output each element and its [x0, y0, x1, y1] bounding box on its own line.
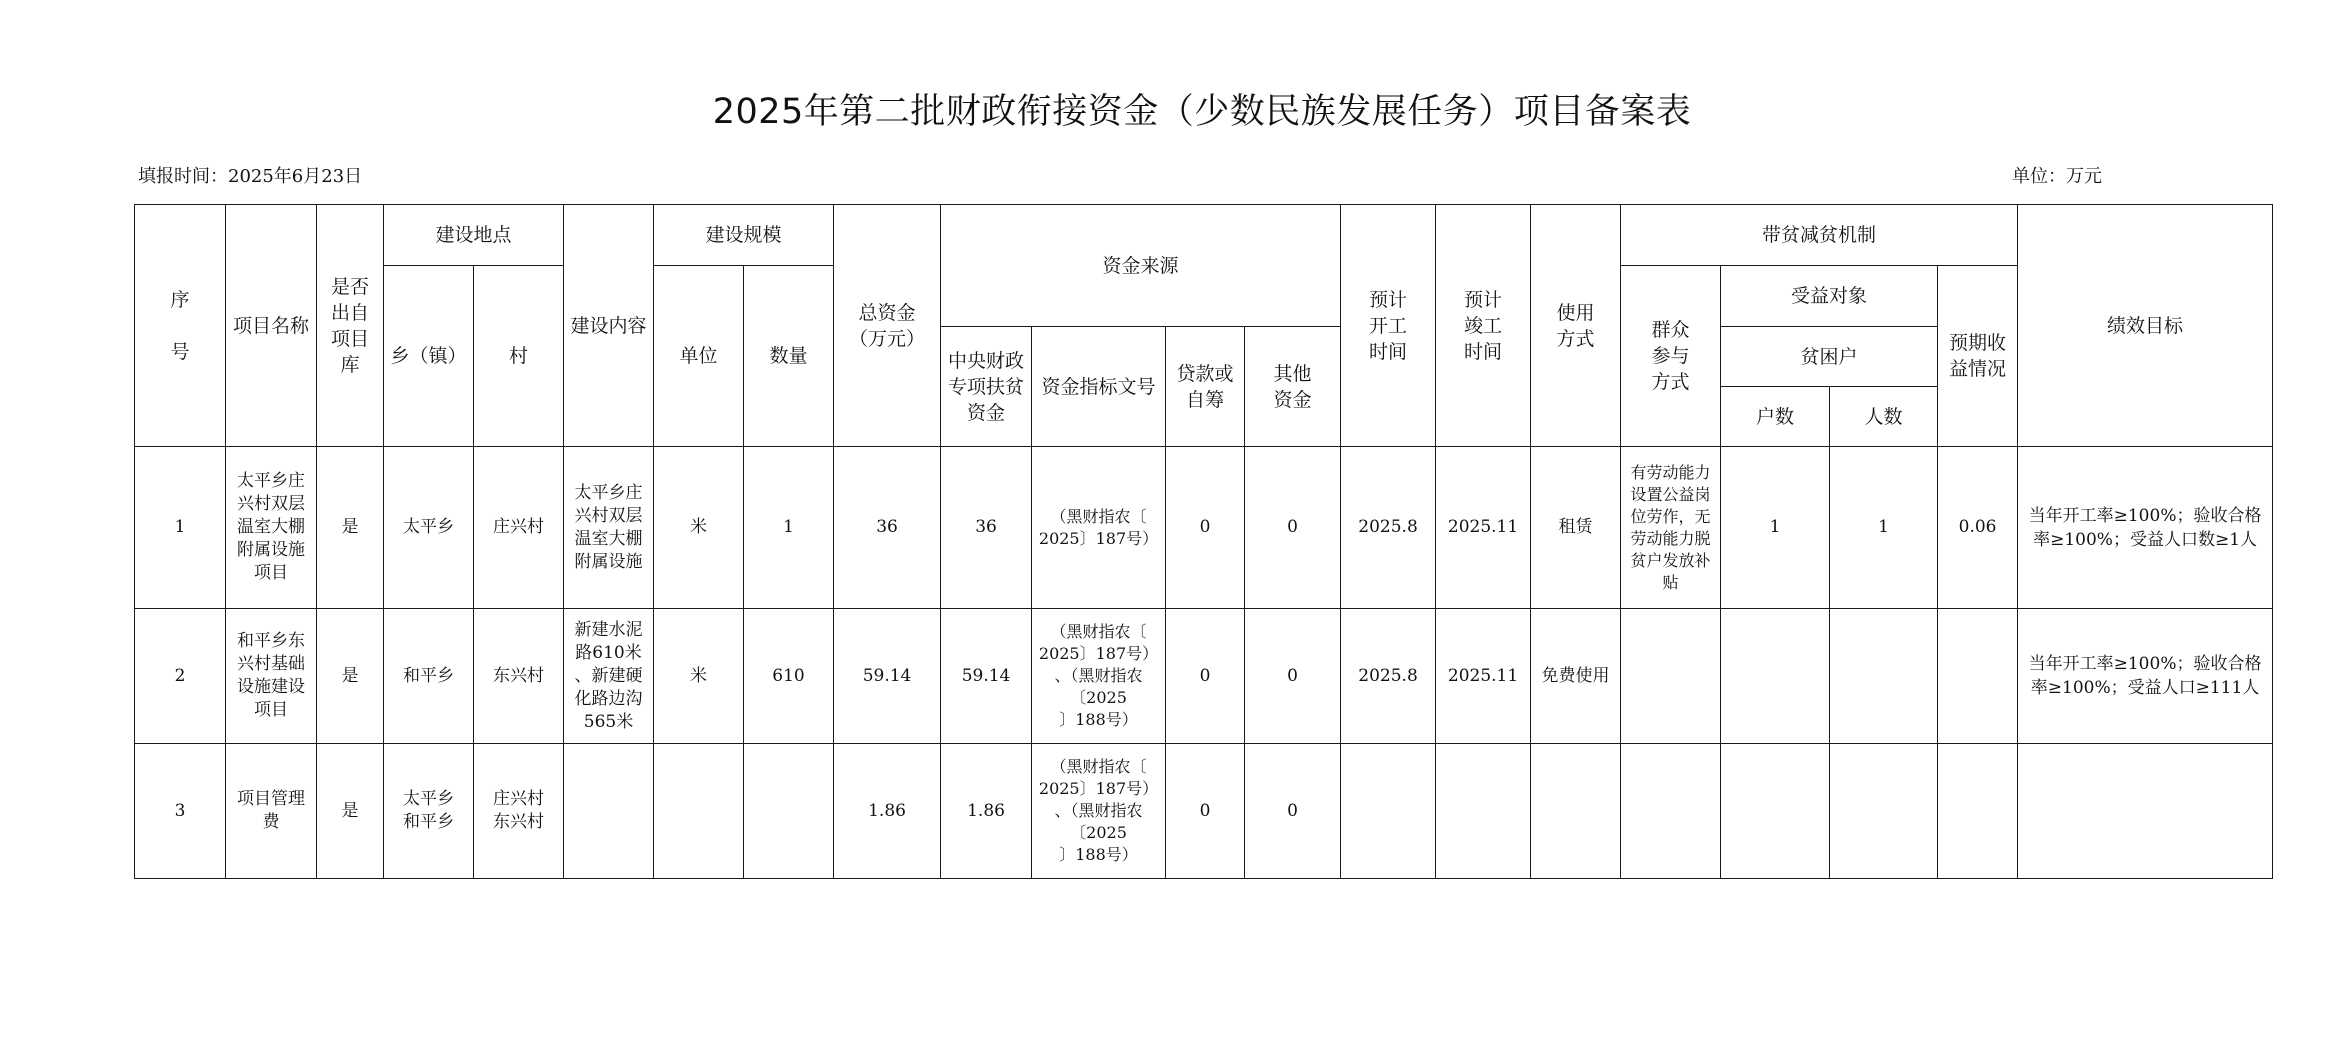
- header-name: 项目名称: [226, 205, 317, 447]
- cell-income: 0.06: [1938, 447, 2018, 609]
- cell-use-mode: [1531, 744, 1621, 879]
- cell-start: [1341, 744, 1436, 879]
- cell-goal: [2018, 744, 2273, 879]
- header-participation: 群众 参与 方式: [1621, 266, 1721, 447]
- header-scale: 建设规模: [654, 205, 834, 266]
- cell-participation: 有劳动能力 设置公益岗 位劳作，无 劳动能力脱 贫户发放补 贴: [1621, 447, 1721, 609]
- header-households: 户数: [1721, 387, 1830, 447]
- cell-village: 庄兴村: [474, 447, 564, 609]
- cell-people: [1830, 609, 1938, 744]
- page-title: 2025年第二批财政衔接资金（少数民族发展任务）项目备案表: [712, 92, 1692, 132]
- table-row: [135, 447, 2273, 609]
- cell-end: 2025.11: [1436, 447, 1531, 609]
- cell-seq: 3: [135, 744, 226, 879]
- cell-township: 太平乡 和平乡: [384, 744, 474, 879]
- cell-total: 1.86: [834, 744, 941, 879]
- header-from-lib: 是否 出自 项目 库: [317, 205, 384, 447]
- header-total: 总资金 （万元）: [834, 205, 941, 447]
- cell-goal: 当年开工率≥100%；验收合格 率≥100%；受益人口≥111人: [2018, 609, 2273, 744]
- cell-scale-qty: 610: [744, 609, 834, 744]
- header-mechanism: 带贫减贫机制: [1621, 205, 2018, 266]
- cell-end: 2025.11: [1436, 609, 1531, 744]
- cell-from-lib: 是: [317, 744, 384, 879]
- cell-goal: 当年开工率≥100%；验收合格 率≥100%；受益人口数≥1人: [2018, 447, 2273, 609]
- cell-from-lib: 是: [317, 447, 384, 609]
- cell-name: 太平乡庄 兴村双层 温室大棚 附属设施 项目: [226, 447, 317, 609]
- header-content: 建设内容: [564, 205, 654, 447]
- cell-content: 新建水泥 路610米 、新建硬 化路边沟 565米: [564, 609, 654, 744]
- header-township: 乡（镇）: [384, 266, 474, 447]
- cell-participation: [1621, 744, 1721, 879]
- cell-from-lib: 是: [317, 609, 384, 744]
- header-poor: 贫困户: [1721, 327, 1938, 387]
- header-end: 预计 竣工 时间: [1436, 205, 1531, 447]
- cell-income: [1938, 744, 2018, 879]
- header-people: 人数: [1830, 387, 1938, 447]
- cell-township: 太平乡: [384, 447, 474, 609]
- cell-central: 36: [941, 447, 1032, 609]
- cell-village: 东兴村: [474, 609, 564, 744]
- cell-village: 庄兴村 东兴村: [474, 744, 564, 879]
- cell-people: 1: [1830, 447, 1938, 609]
- header-scale-qty: 数量: [744, 266, 834, 447]
- cell-households: 1: [1721, 447, 1830, 609]
- cell-participation: [1621, 609, 1721, 744]
- cell-use-mode: 免费使用: [1531, 609, 1621, 744]
- cell-central: 59.14: [941, 609, 1032, 744]
- cell-use-mode: 租赁: [1531, 447, 1621, 609]
- cell-other: 0: [1245, 447, 1341, 609]
- cell-other: 0: [1245, 609, 1341, 744]
- cell-loan: 0: [1166, 609, 1245, 744]
- cell-loan: 0: [1166, 447, 1245, 609]
- cell-content: 太平乡庄 兴村双层 温室大棚 附属设施: [564, 447, 654, 609]
- header-source: 资金来源: [941, 205, 1341, 327]
- cell-seq: 1: [135, 447, 226, 609]
- cell-households: [1721, 609, 1830, 744]
- project-table: [134, 204, 2273, 879]
- header-other: 其他 资金: [1245, 327, 1341, 447]
- cell-doc-no: （黑财指农〔 2025〕187号） 、（黑财指农 〔2025 〕188号）: [1032, 744, 1166, 879]
- cell-doc-no: （黑财指农〔 2025〕187号）: [1032, 447, 1166, 609]
- cell-central: 1.86: [941, 744, 1032, 879]
- cell-total: 59.14: [834, 609, 941, 744]
- header-use-mode: 使用 方式: [1531, 205, 1621, 447]
- header-loan: 贷款或 自筹: [1166, 327, 1245, 447]
- cell-loan: 0: [1166, 744, 1245, 879]
- header-village: 村: [474, 266, 564, 447]
- unit-label: 单位：万元: [2012, 166, 2102, 187]
- cell-name: 和平乡东 兴村基础 设施建设 项目: [226, 609, 317, 744]
- table-row: [135, 744, 2273, 879]
- cell-content: [564, 744, 654, 879]
- cell-name: 项目管理 费: [226, 744, 317, 879]
- cell-income: [1938, 609, 2018, 744]
- header-doc-no: 资金指标文号: [1032, 327, 1166, 447]
- cell-end: [1436, 744, 1531, 879]
- cell-total: 36: [834, 447, 941, 609]
- header-central: 中央财政 专项扶贫 资金: [941, 327, 1032, 447]
- cell-scale-qty: 1: [744, 447, 834, 609]
- cell-start: 2025.8: [1341, 447, 1436, 609]
- header-income: 预期收 益情况: [1938, 266, 2018, 447]
- cell-township: 和平乡: [384, 609, 474, 744]
- cell-households: [1721, 744, 1830, 879]
- header-location: 建设地点: [384, 205, 564, 266]
- table-row: [135, 609, 2273, 744]
- header-beneficiary: 受益对象: [1721, 266, 1938, 327]
- cell-people: [1830, 744, 1938, 879]
- header-start: 预计 开工 时间: [1341, 205, 1436, 447]
- header-scale-unit: 单位: [654, 266, 744, 447]
- cell-other: 0: [1245, 744, 1341, 879]
- header-seq: 序 号: [135, 205, 226, 447]
- cell-scale-qty: [744, 744, 834, 879]
- header-goal: 绩效目标: [2018, 205, 2273, 447]
- cell-scale-unit: 米: [654, 447, 744, 609]
- cell-seq: 2: [135, 609, 226, 744]
- cell-scale-unit: [654, 744, 744, 879]
- cell-start: 2025.8: [1341, 609, 1436, 744]
- fill-time: 填报时间：2025年6月23日: [138, 166, 363, 187]
- cell-scale-unit: 米: [654, 609, 744, 744]
- cell-doc-no: （黑财指农〔 2025〕187号） 、（黑财指农 〔2025 〕188号）: [1032, 609, 1166, 744]
